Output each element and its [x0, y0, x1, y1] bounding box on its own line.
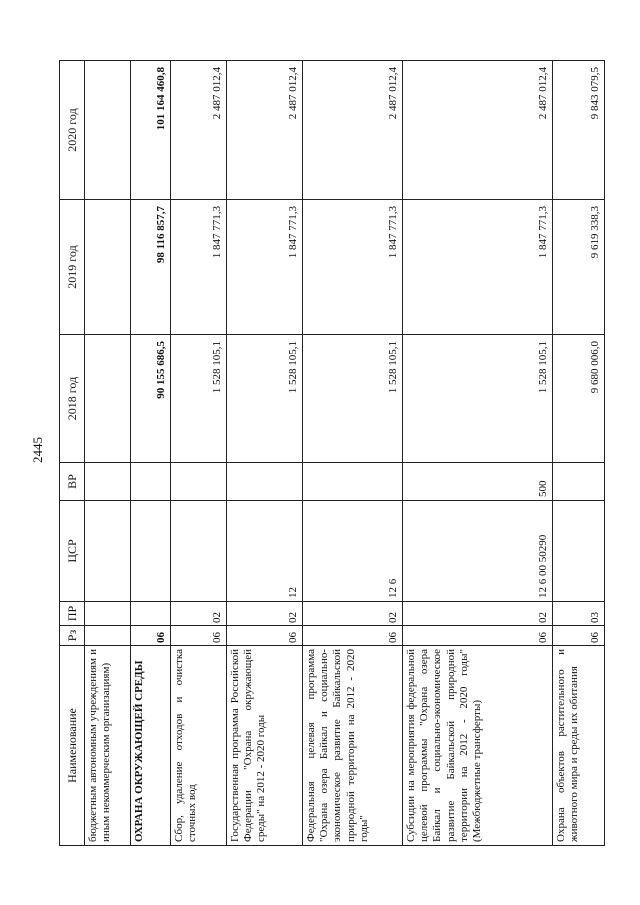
page-number: 2445 — [30, 437, 45, 463]
header-name: Наименование — [60, 646, 85, 846]
row-vr — [85, 463, 131, 501]
row-rz: 06 — [403, 626, 553, 646]
row-vr — [227, 463, 303, 501]
row-pr: 02 — [303, 602, 403, 626]
row-2018: 1 528 105,1 — [403, 335, 553, 463]
row-2020: 9 843 079,5 — [553, 61, 605, 200]
row-csr — [171, 501, 227, 602]
row-pr: 02 — [403, 602, 553, 626]
row-2019: 1 847 771,3 — [171, 200, 227, 335]
table-row — [171, 61, 227, 846]
budget-table — [59, 60, 605, 846]
row-2019 — [85, 200, 131, 335]
row-2020: 2 487 012,4 — [303, 61, 403, 200]
row-2020 — [85, 61, 131, 200]
row-vr — [553, 463, 605, 501]
row-2019: 1 847 771,3 — [227, 200, 303, 335]
row-vr — [131, 463, 171, 501]
row-rz: 06 — [131, 626, 171, 646]
table-row — [403, 61, 553, 846]
row-rz: 06 — [303, 626, 403, 646]
budget-table-sheet — [59, 61, 601, 846]
table-row — [227, 61, 303, 846]
row-name: Сбор, удаление отходов и очистка сточных вод — [171, 646, 227, 846]
row-csr: 12 6 — [303, 501, 403, 602]
row-2019: 1 847 771,3 — [303, 200, 403, 335]
header-row — [60, 61, 85, 846]
row-name: Субсидии на мероприятия федеральной целевой программы "Охрана озера Байкал и социально-экономическое развитие Байкальской природной территории на 2012 - 2020 годы" (Межбюджетные трансферты) — [403, 646, 553, 846]
header-pr: ПР — [60, 602, 85, 626]
row-name: Охрана объектов растительного и животного мира и среды их обитания — [553, 646, 605, 846]
header-vr: ВР — [60, 463, 85, 501]
row-vr: 500 — [403, 463, 553, 501]
row-rz — [85, 626, 131, 646]
row-name: ОХРАНА ОКРУЖАЮЩЕЙ СРЕДЫ — [131, 646, 171, 846]
row-2018: 1 528 105,1 — [303, 335, 403, 463]
table-row — [131, 61, 171, 846]
row-name: Государственная программа Российской Федерации "Охрана окружающей среды" на 2012 - 2020 годы — [227, 646, 303, 846]
row-pr: 02 — [227, 602, 303, 626]
header-2019: 2019 год — [60, 200, 85, 335]
header-2018: 2018 год — [60, 335, 85, 463]
row-pr — [131, 602, 171, 626]
row-pr: 02 — [171, 602, 227, 626]
row-rz: 06 — [227, 626, 303, 646]
row-2018 — [85, 335, 131, 463]
row-vr — [303, 463, 403, 501]
row-rz: 06 — [553, 626, 605, 646]
row-pr: 03 — [553, 602, 605, 626]
row-vr — [171, 463, 227, 501]
row-csr — [85, 501, 131, 602]
table-row — [553, 61, 605, 846]
row-2019: 1 847 771,3 — [403, 200, 553, 335]
row-pr — [85, 602, 131, 626]
row-csr: 12 6 00 50290 — [403, 501, 553, 602]
row-2020: 2 487 012,4 — [171, 61, 227, 200]
row-csr: 12 — [227, 501, 303, 602]
row-name: Федеральная целевая программа "Охрана озера Байкал и социально-экономическое развитие Байкальской природной территории на 2012 - 2020 годы" — [303, 646, 403, 846]
header-2020: 2020 год — [60, 61, 85, 200]
row-2018: 9 680 006,0 — [553, 335, 605, 463]
row-2020: 101 164 460,8 — [131, 61, 171, 200]
table-body — [85, 61, 605, 846]
row-2019: 98 116 857,7 — [131, 200, 171, 335]
header-csr: ЦСР — [60, 501, 85, 602]
row-rz: 06 — [171, 626, 227, 646]
row-2018: 1 528 105,1 — [171, 335, 227, 463]
row-2018: 1 528 105,1 — [227, 335, 303, 463]
table-row — [303, 61, 403, 846]
row-csr — [553, 501, 605, 602]
row-2020: 2 487 012,4 — [227, 61, 303, 200]
row-csr — [131, 501, 171, 602]
row-2019: 9 619 338,3 — [553, 200, 605, 335]
row-2018: 90 155 686,5 — [131, 335, 171, 463]
header-rz: Рз — [60, 626, 85, 646]
row-2020: 2 487 012,4 — [403, 61, 553, 200]
row-name: бюджетным автономным учреждениям и иным некоммерческим организациям) — [85, 646, 131, 846]
table-row — [85, 61, 131, 846]
